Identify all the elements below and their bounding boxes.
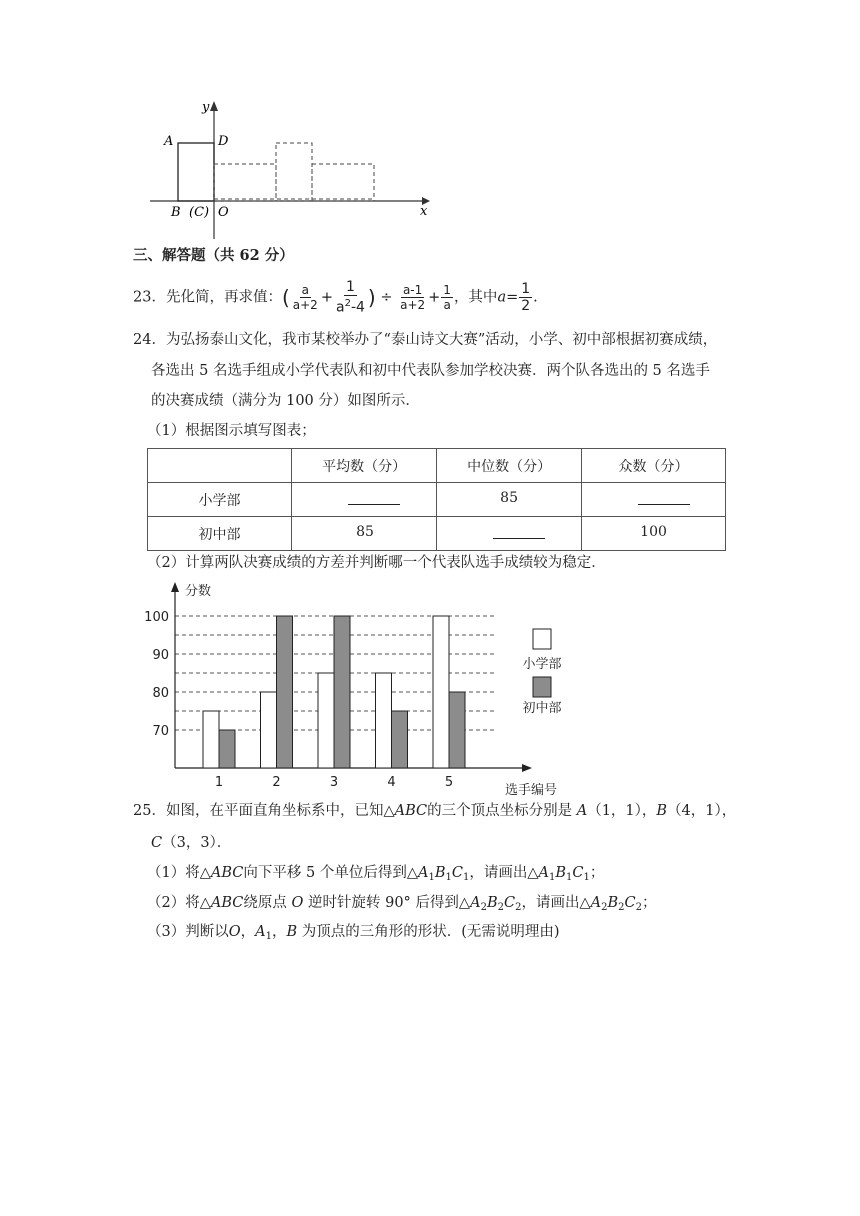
- label-D: D: [218, 134, 229, 149]
- legend-swatch-primary: [533, 629, 551, 649]
- q23-var: a: [497, 289, 507, 306]
- bar-primary-1: [203, 711, 219, 768]
- q23-fraction-4: $\frac{1}{a}$: [443, 282, 451, 312]
- q23-open-paren: (: [281, 285, 290, 310]
- label-x: x: [420, 204, 428, 219]
- q23-fraction-3: $\frac{a-1}{a+2}$: [400, 282, 426, 312]
- junior-median-blank: [437, 517, 582, 551]
- label-C: (C): [189, 205, 210, 220]
- table-header-mode: 众数（分）: [582, 449, 726, 483]
- y-axis-arrow: [210, 101, 218, 111]
- primary-median: 85: [437, 483, 582, 517]
- table-header-cell: [148, 449, 292, 483]
- q23-plus-2: +: [428, 289, 441, 306]
- q24-line-1: 24．为弘扬泰山文化，我市某校举办了“泰山诗文大赛”活动，小学、初中部根据初赛成绩，: [133, 332, 718, 348]
- q23-divide: ÷: [375, 289, 398, 306]
- table-header-row: [148, 449, 726, 483]
- x-tick-label: 3: [329, 775, 339, 790]
- bar-primary-2: [261, 692, 277, 768]
- junior-mode: 100: [582, 517, 726, 551]
- x-axis-label: 选手编号: [505, 783, 558, 798]
- dashed-rectangle-2: [276, 143, 312, 201]
- bar-junior-4: [392, 711, 408, 768]
- q23-lead: 先化简，再求值：: [165, 289, 282, 306]
- label-B: B: [171, 205, 181, 220]
- q23-fraction-1: $\frac{a}{a+2}$: [292, 282, 318, 312]
- row-label-primary: 小学部: [148, 483, 292, 517]
- q23-fraction-2: $\frac{1}{a^2-4}$: [335, 279, 365, 316]
- label-O: O: [218, 205, 229, 220]
- solid-rectangle-abcd: [178, 143, 214, 201]
- q25-part-1: （1）将△ABC向下平移 5 个单位后得到$\triangle A_1B_1C_1$，请画出$\triangle A_1B_1C_1$；: [147, 865, 605, 883]
- primary-mean-blank: [292, 483, 437, 517]
- bar-primary-5: [433, 616, 449, 768]
- legend-swatch-junior: [533, 677, 551, 697]
- table-header-median: 中位数（分）: [437, 449, 582, 483]
- q23-equals: =: [506, 289, 519, 306]
- dashed-rectangle-3: [312, 164, 374, 201]
- bar-junior-3: [334, 616, 350, 768]
- q24-line-2: 各选出 5 名选手组成小学代表队和初中代表队参加学校决赛．两个队各选出的 5 名选手: [151, 363, 710, 379]
- q25-part-3: （3）判断以O，$A_1$，B 为顶点的三角形的形状．(无需说明理由): [147, 924, 560, 942]
- stats-table: [147, 448, 726, 551]
- label-A: A: [164, 134, 174, 149]
- q24-line-3: 的决赛成绩（满分为 100 分）如图所示．: [151, 393, 420, 409]
- y-tick-label: 80: [152, 686, 169, 701]
- q23-tail: ，其中: [453, 289, 498, 306]
- y-tick-label: 100: [144, 610, 169, 625]
- q25-line-1: 25．如图，在平面直角坐标系中，已知△ABC的三个顶点坐标分别是 A（1，1），B（4，1），: [133, 803, 737, 819]
- q23-end: .: [533, 289, 538, 306]
- x-tick-label: 2: [272, 775, 281, 790]
- q23-value: $\frac{1}{2}$: [521, 280, 531, 314]
- table-header-mean: 平均数（分）: [292, 449, 437, 483]
- bar-primary-4: [376, 673, 392, 768]
- table-row: [148, 517, 726, 551]
- table-row: [148, 483, 726, 517]
- bar-junior-5: [449, 692, 465, 768]
- x-tick-label: 5: [444, 775, 454, 790]
- x-tick-label: 4: [387, 775, 396, 790]
- x-tick-label: 1: [214, 775, 224, 790]
- row-label-junior: 初中部: [148, 517, 292, 551]
- q25-line-2: C（3，3）．: [151, 835, 232, 851]
- y-tick-label: 90: [152, 648, 169, 663]
- q24-part-2: （2）计算两队决赛成绩的方差并判断哪一个代表队选手成绩较为稳定．: [147, 555, 606, 571]
- q25-part-2: （2）将△ABC绕原点 O 逆时针旋转 90° 后得到$\triangle A_2B_2C_2$，请画出$\triangle A_2B_2C_2$；: [147, 895, 657, 913]
- junior-mean: 85: [292, 517, 437, 551]
- score-bar-chart: [140, 578, 562, 798]
- y-axis-label: 分数: [185, 584, 212, 599]
- x-axis-arrow: [522, 764, 532, 772]
- q23-close-paren: ): [367, 285, 376, 310]
- q23-number: 23．: [133, 289, 166, 306]
- dashed-rectangle-1: [214, 164, 276, 201]
- q24-part-1: （1）根据图示填写图表；: [147, 423, 316, 439]
- y-tick-label: 70: [152, 724, 169, 739]
- question-23: [133, 279, 538, 316]
- label-y: y: [202, 100, 210, 115]
- legend-label-junior: 初中部: [522, 701, 562, 716]
- y-axis-arrow: [171, 582, 179, 592]
- legend-label-primary: 小学部: [522, 657, 562, 672]
- primary-mode-blank: [582, 483, 726, 517]
- bar-junior-2: [277, 616, 293, 768]
- bar-primary-3: [318, 673, 334, 768]
- bar-junior-1: [219, 730, 235, 768]
- q23-plus-1: +: [320, 289, 333, 306]
- rectangle-translation-figure: [150, 95, 440, 245]
- q24-number: 24．: [133, 332, 166, 348]
- section-title: 三、解答题（共 62 分）: [133, 247, 294, 264]
